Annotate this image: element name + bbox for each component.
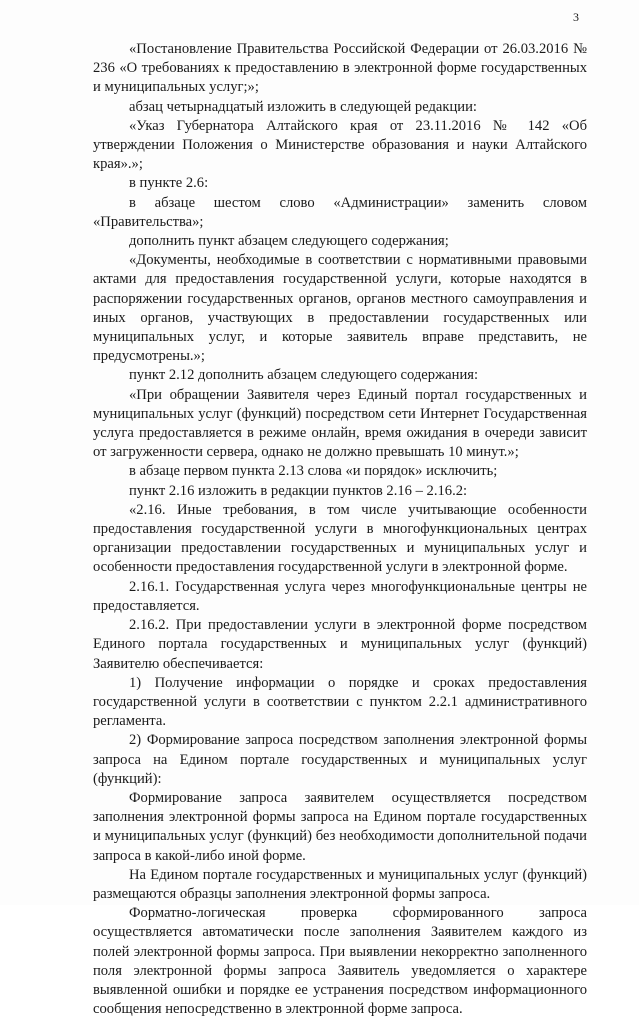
paragraph: «Документы, необходимые в соответствии с нормативными правовыми актами для предоставления государственной услуги, которые находятся в распоряжении государственных органов, органов местного самоуправления и иных органов, участвующих в предоставлении государственных или муниципальных услуг, и которые заявитель вправе представить, не предусмотрены.»; (93, 252, 587, 365)
paragraph: в пункте 2.6: (129, 175, 209, 192)
paragraph: 2.16.1. Государственная услуга через многофункциональные центры не предоставляется. (93, 578, 587, 614)
paragraph: пункт 2.12 дополнить абзацем следующего содержания: (129, 367, 479, 384)
paragraph: дополнить пункт абзацем следующего содержания; (129, 233, 449, 250)
paragraph: в абзаце шестом слово «Администрации» заменить словом «Правительства»; (93, 194, 587, 230)
paragraph: «Указ Губернатора Алтайского края от 23.11.2016 № 142 «Об утверждении Положения о Министерстве образования и науки Алтайского края».»; (93, 117, 587, 173)
paragraph: Форматно-логическая проверка сформированного запроса осуществляется автоматически после заполнения Заявителем каждого из полей электронной формы запроса. При выявлении некорректно заполненного поля электронной формы запроса Заявитель уведомляется о характере выявленной ошибки и порядке ее устранения посредством информационного сообщения непосредственно в электронной форме запроса. (93, 905, 587, 1018)
paragraph: «2.16. Иные требования, в том числе учитывающие особенности предоставления государственной услуги в многофункциональных центрах организации предоставлении государственных и муниципальных услуг и особенности предоставления государственной услуги в электронной форме. (93, 501, 587, 576)
paragraph: 1) Получение информации о порядке и сроках предоставления государственной услуги в соответствии с пунктом 2.2.1 административного регламента. (93, 674, 587, 730)
paragraph: в абзаце первом пункта 2.13 слова «и порядок» исключить; (129, 463, 498, 480)
paragraph: На Едином портале государственных и муниципальных услуг (функций) размещаются образцы заполнения электронной формы запроса. (93, 866, 587, 902)
paragraph: 2) Формирование запроса посредством заполнения электронной формы запроса на Едином портале государственных и муниципальных услуг (функций): (93, 732, 587, 787)
paragraph: «Постановление Правительства Российской Федерации от 26.03.2016 № 236 «О требованиях к предоставлению в электронной форме государственных и муниципальных услуг;»; (93, 41, 587, 96)
page-number: 3 (573, 10, 579, 24)
paragraph: пункт 2.16 изложить в редакции пунктов 2.16 – 2.16.2: (129, 482, 468, 499)
paragraph: 2.16.2. При предоставлении услуги в электронной форме посредством Единого портала государственных и муниципальных услуг (функций) Заявителю обеспечивается: (93, 617, 587, 672)
document-body (93, 40, 587, 1019)
paragraph: Формирование запроса заявителем осуществляется посредством заполнения электронной формы запроса на Едином портале государственных и муниципальных услуг (функций) без необходимости дополнительной подачи запроса в какой-либо иной форме. (93, 789, 587, 864)
paragraph: абзац четырнадцатый изложить в следующей редакции: (129, 98, 477, 115)
paragraph: «При обращении Заявителя через Единый портал государственных и муниципальных услуг (функций) посредством сети Интернет Государственная услуга предоставляется в режиме онлайн, время ожидания в очереди зависит от загруженности сервера, однако не должно превышать 10 минут.»; (93, 386, 587, 461)
